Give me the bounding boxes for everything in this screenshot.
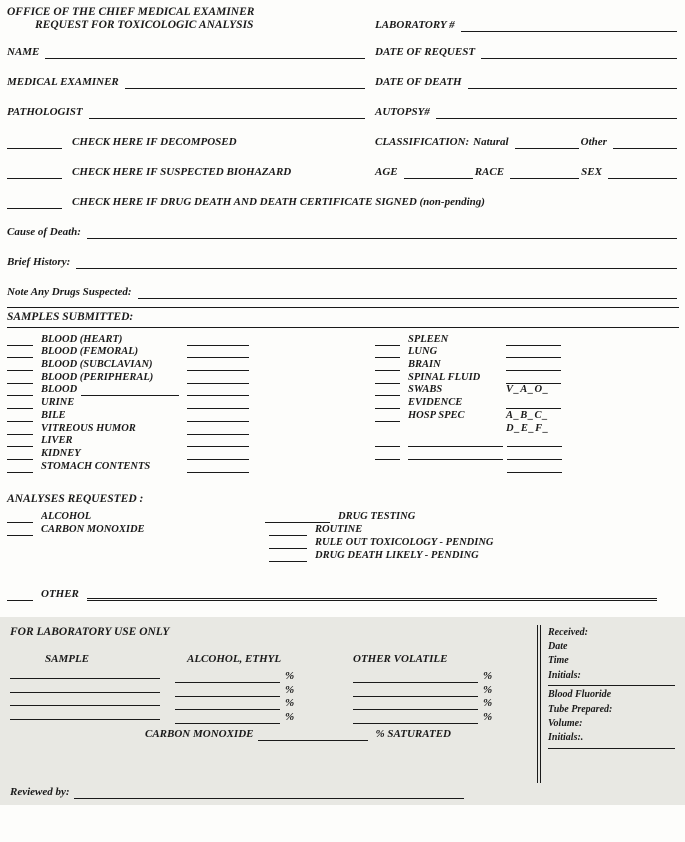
analyses-left-column (7, 510, 265, 562)
sample-label: SPLEEN (408, 333, 449, 345)
sample-row (7, 358, 369, 371)
saturated-label: % SATURATED (375, 727, 451, 740)
sample-row (7, 422, 369, 435)
analyses-right-column (265, 510, 679, 562)
sample-check-line[interactable] (7, 335, 33, 346)
spacer (408, 462, 503, 473)
name-request-row (7, 46, 679, 59)
sample-label: SWABS (408, 384, 443, 396)
rule-out-label: RULE OUT TOXICOLOGY - PENDING (315, 536, 494, 548)
sample-amount-line[interactable] (506, 360, 561, 371)
laboratory-number-label: LABORATORY # (375, 19, 455, 31)
autopsy-number-label: AUTOPSY# (375, 106, 430, 118)
carbon-monoxide-row (10, 728, 538, 741)
sample-amount-line[interactable] (187, 385, 249, 396)
sidebox-bottom-divider (548, 748, 675, 749)
lab-alcohol-line[interactable] (175, 672, 280, 683)
lab-alcohol-line[interactable] (175, 686, 280, 697)
co-saturation-line[interactable] (258, 730, 368, 741)
pathologist-line[interactable] (89, 108, 365, 119)
sample-check-line[interactable] (375, 385, 400, 396)
sample-row (375, 333, 679, 346)
classification-label: CLASSIFICATION: (375, 136, 470, 148)
spacer (408, 424, 506, 435)
sample-row (375, 460, 679, 473)
medical-examiner-label: MEDICAL EXAMINER (7, 76, 119, 88)
sample-check-line[interactable] (7, 462, 33, 473)
sample-amount-line[interactable] (187, 398, 249, 409)
samples-bottom-rule (7, 327, 679, 328)
lab-volatile-line[interactable] (353, 672, 478, 683)
lab-sample-line[interactable] (10, 668, 160, 679)
analyses-heading: ANALYSES REQUESTED : (7, 492, 144, 505)
analysis-row (7, 510, 265, 523)
sample-check-line[interactable] (7, 424, 33, 435)
sample-row (7, 396, 369, 409)
sample-amount-line[interactable] (507, 436, 562, 447)
sample-label: BLOOD (FEMORAL) (41, 346, 139, 358)
sample-check-line[interactable] (7, 449, 33, 460)
drugs-suspected-row (7, 286, 679, 299)
lab-sample-line[interactable] (10, 682, 160, 693)
sample-row (375, 422, 679, 435)
spacer (375, 462, 400, 473)
sidebox-divider (548, 685, 675, 686)
lab-sample-line[interactable] (10, 695, 160, 706)
sample-label: SPINAL FLUID (408, 371, 481, 383)
race-line[interactable] (510, 168, 579, 179)
other-check-line[interactable] (7, 590, 33, 601)
tube-prepared-label: Tube Prepared: (548, 703, 613, 715)
sample-amount-line[interactable] (187, 411, 249, 422)
classification-other-line[interactable] (613, 138, 677, 149)
pathologist-autopsy-row (7, 106, 679, 119)
percent-sign: % (483, 670, 493, 683)
sample-row (7, 333, 369, 346)
received-label: Received: (548, 626, 588, 638)
sample-amount-line[interactable] (187, 424, 249, 435)
form-title-line1: OFFICE OF THE CHIEF MEDICAL EXAMINER (7, 6, 255, 18)
form-title-block (7, 6, 367, 32)
analysis-row (7, 523, 265, 536)
sample-amount-line[interactable] (507, 449, 562, 460)
sample-row (375, 447, 679, 460)
time-label: Time (548, 655, 569, 667)
samples-top-rule (7, 307, 679, 308)
sample-name-line[interactable] (408, 436, 503, 447)
pathologist-label: PATHOLOGIST (7, 106, 83, 118)
sample-label: EVIDENCE (408, 397, 463, 409)
autopsy-number-line[interactable] (436, 108, 677, 119)
rule-out-check-line[interactable] (269, 538, 307, 549)
sample-amount-line[interactable] (187, 436, 249, 447)
drug-death-check-line[interactable] (7, 198, 62, 209)
routine-label: ROUTINE (315, 523, 363, 535)
sample-name-line[interactable] (81, 385, 179, 396)
percent-sign: % (483, 697, 493, 710)
lab-alcohol-line[interactable] (175, 713, 280, 724)
initials-label: Initials: (548, 669, 581, 681)
lab-alcohol-line[interactable] (175, 699, 280, 710)
drug-testing-check-line[interactable] (265, 512, 330, 523)
sample-label: BRAIN (408, 359, 441, 371)
sample-label: BLOOD (SUBCLAVIAN) (41, 359, 153, 371)
sample-check-line[interactable] (7, 347, 33, 358)
sample-check-line[interactable] (375, 398, 400, 409)
sample-label: LUNG (408, 346, 438, 358)
classification-natural-label: Natural (473, 136, 509, 148)
spacer (375, 424, 400, 435)
laboratory-table-row (10, 710, 538, 724)
sample-amount-line[interactable] (187, 449, 249, 460)
sample-label: URINE (41, 397, 75, 409)
cause-of-death-row (7, 226, 679, 239)
date-of-death-label: DATE OF DEATH (375, 76, 462, 88)
samples-section (7, 333, 679, 473)
date-of-request-line[interactable] (481, 48, 677, 59)
sample-row (375, 346, 679, 359)
volatile-column-header: OTHER VOLATILE (353, 652, 448, 665)
sample-label: KIDNEY (41, 447, 81, 459)
lab-volatile-line[interactable] (353, 686, 478, 697)
analyses-section (7, 510, 679, 562)
sample-label: BLOOD (PERIPHERAL) (41, 371, 154, 383)
volume-label: Volume: (548, 718, 583, 729)
sample-amount-line[interactable] (506, 373, 561, 384)
sample-label: HOSP SPEC (408, 409, 465, 421)
age-line[interactable] (404, 168, 473, 179)
alcohol-label: ALCOHOL (41, 510, 92, 522)
lab-volatile-line[interactable] (353, 713, 478, 724)
percent-sign: % (285, 683, 295, 696)
sample-amount-line[interactable] (187, 335, 249, 346)
biohazard-demographics-row (7, 166, 679, 179)
routine-check-line[interactable] (269, 525, 307, 536)
drug-death-likely-label: DRUG DEATH LIKELY - PENDING (315, 549, 479, 561)
sample-label: BILE (41, 409, 66, 421)
rule-out-row (265, 536, 679, 549)
sample-row (375, 396, 679, 409)
other-line[interactable] (87, 589, 657, 601)
laboratory-use-heading: FOR LABORATORY USE ONLY (10, 625, 170, 638)
drug-death-likely-check-line[interactable] (269, 551, 307, 562)
sample-check-line[interactable] (375, 347, 400, 358)
lab-receiving-box (537, 625, 677, 783)
sample-label: VITREOUS HUMOR (41, 422, 136, 434)
sample-row (375, 409, 679, 422)
hosp-spec-code-1: A_B_C_ (506, 409, 549, 421)
lab-sample-line[interactable] (10, 709, 160, 720)
age-label: AGE (375, 166, 398, 178)
samples-left-column (7, 333, 369, 473)
date-of-death-line[interactable] (468, 78, 677, 89)
sample-check-line[interactable] (375, 335, 400, 346)
biohazard-check-label: CHECK HERE IF SUSPECTED BIOHAZARD (72, 166, 292, 178)
form-header (7, 6, 679, 32)
blood-fluoride-label: Blood Fluoride (548, 689, 612, 701)
sex-line[interactable] (608, 168, 677, 179)
percent-sign: % (285, 670, 295, 683)
examiner-death-row (7, 76, 679, 89)
drug-death-check-label: CHECK HERE IF DRUG DEATH AND DEATH CERTIFICATE SIGNED (non-pending) (72, 196, 485, 208)
drugs-suspected-label: Note Any Drugs Suspected: (7, 286, 132, 298)
drug-death-check-row (7, 196, 679, 209)
race-label: RACE (474, 166, 505, 178)
reviewed-by-line[interactable] (74, 788, 464, 799)
brief-history-label: Brief History: (7, 256, 71, 268)
sample-label: STOMACH CONTENTS (41, 460, 151, 472)
other-label: OTHER (41, 587, 79, 600)
drug-death-likely-row (265, 549, 679, 562)
alcohol-check-line[interactable] (7, 512, 33, 523)
sample-check-line[interactable] (375, 449, 400, 460)
sample-amount-line[interactable] (506, 347, 561, 358)
cause-of-death-label: Cause of Death: (7, 226, 81, 238)
reviewed-by-row (10, 786, 464, 799)
sample-label: BLOOD (HEART) (41, 333, 123, 345)
classification-other-label: Other (580, 136, 607, 148)
co-label: CARBON MONOXIDE (145, 727, 254, 740)
sample-row (7, 435, 369, 448)
laboratory-use-section (0, 617, 685, 805)
sample-row (7, 371, 369, 384)
sample-row (7, 447, 369, 460)
laboratory-number-field (367, 6, 679, 32)
sample-check-line[interactable] (375, 436, 400, 447)
biohazard-check-line[interactable] (7, 168, 62, 179)
sample-row (7, 384, 369, 397)
drug-testing-row (265, 510, 679, 523)
date-of-request-label: DATE OF REQUEST (375, 46, 476, 58)
laboratory-table-header (10, 653, 538, 666)
drugs-suspected-line[interactable] (138, 288, 677, 299)
percent-sign: % (483, 710, 493, 723)
name-label: NAME (7, 46, 40, 58)
routine-row (265, 523, 679, 536)
hosp-spec-code-2: D_E_F_ (506, 422, 550, 434)
sample-row (7, 346, 369, 359)
sex-label: SEX (581, 166, 602, 178)
classification-natural-line[interactable] (515, 138, 579, 149)
carbon-monoxide-check-line[interactable] (7, 525, 33, 536)
decomposed-classification-row (7, 136, 679, 149)
samples-heading: SAMPLES SUBMITTED: (7, 311, 134, 323)
decomposed-check-line[interactable] (7, 138, 62, 149)
sample-label: LIVER (41, 435, 73, 447)
sample-row (375, 358, 679, 371)
laboratory-table (10, 653, 538, 741)
sample-amount-line[interactable] (187, 373, 249, 384)
sample-check-line[interactable] (375, 373, 400, 384)
sample-amount-line[interactable] (187, 360, 249, 371)
carbon-monoxide-label: CARBON MONOXIDE (41, 523, 145, 535)
sample-row (7, 409, 369, 422)
sample-column-header: SAMPLE (45, 652, 90, 665)
name-line[interactable] (45, 48, 365, 59)
percent-sign: % (285, 710, 295, 723)
sample-row (375, 435, 679, 448)
sample-label: BLOOD (41, 384, 78, 396)
sample-check-line[interactable] (7, 385, 33, 396)
cause-of-death-line[interactable] (87, 228, 677, 239)
reviewed-by-label: Reviewed by: (10, 785, 70, 798)
sample-row (375, 371, 679, 384)
sample-amount-line[interactable] (506, 335, 561, 346)
sample-amount-line[interactable] (507, 462, 562, 473)
initials2-label: Initials:. (548, 732, 584, 744)
sample-amount-line[interactable] (506, 398, 561, 409)
brief-history-row (7, 256, 679, 269)
medical-examiner-line[interactable] (125, 78, 365, 89)
sample-check-line[interactable] (375, 360, 400, 371)
sample-name-line[interactable] (408, 449, 503, 460)
lab-volatile-line[interactable] (353, 699, 478, 710)
sample-amount-line[interactable] (187, 462, 249, 473)
sample-row (375, 384, 679, 397)
percent-sign: % (483, 683, 493, 696)
other-row (7, 588, 679, 601)
sample-amount-line[interactable] (187, 347, 249, 358)
form-title-line2: REQUEST FOR TOXICOLOGIC ANALYSIS (35, 19, 254, 31)
sample-check-line[interactable] (375, 411, 400, 422)
sample-check-line[interactable] (7, 360, 33, 371)
drug-testing-label: DRUG TESTING (338, 510, 416, 522)
samples-right-column (369, 333, 679, 473)
decomposed-check-label: CHECK HERE IF DECOMPOSED (72, 136, 237, 148)
sample-check-line[interactable] (7, 436, 33, 447)
date-label: Date (548, 640, 568, 652)
sample-check-line[interactable] (7, 398, 33, 409)
brief-history-line[interactable] (76, 258, 677, 269)
sample-check-line[interactable] (7, 411, 33, 422)
sample-row (7, 460, 369, 473)
laboratory-number-line[interactable] (461, 21, 677, 32)
sample-check-line[interactable] (7, 373, 33, 384)
swabs-code: V_A_O_ (506, 384, 550, 396)
alcohol-column-header: ALCOHOL, ETHYL (187, 652, 282, 665)
percent-sign: % (285, 697, 295, 710)
